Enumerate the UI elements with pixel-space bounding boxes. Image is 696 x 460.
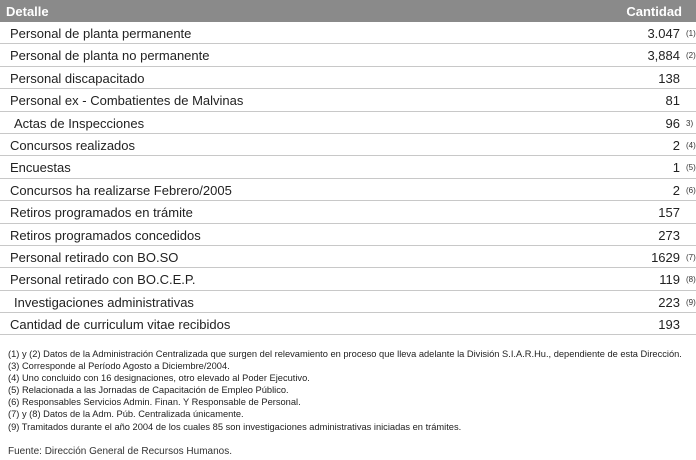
footnote: (9) Tramitados durante el año 2004 de los cuales 85 son investigaciones administrativas iniciadas en trámites.: [8, 421, 462, 432]
footnote: (6) Responsables Servicios Admin. Finan. Y Responsable de Personal.: [8, 397, 301, 408]
footnote: (1) y (2) Datos de la Administración Centralizada que surgen del relevamiento en proceso que lleva adelante la División S.I.A.R.Hu., dependiente de esta Dirección.: [8, 349, 682, 359]
row-value: 157: [658, 205, 680, 221]
row-label: Retiros programados concedidos: [10, 227, 201, 243]
row-note: (6): [686, 185, 696, 195]
footnote: (3) Corresponde al Período Agosto a Diciembre/2004.: [8, 361, 230, 372]
row-note: (5): [686, 163, 696, 173]
table-header: [0, 0, 696, 22]
row-label: Personal retirado con BO.C.E.P.: [10, 272, 196, 288]
row-label: Personal ex - Combatientes de Malvinas: [10, 93, 244, 109]
table-row: [0, 134, 696, 156]
table-row: [0, 89, 696, 111]
row-value: 119: [659, 272, 680, 288]
header-detail: Detalle: [6, 4, 49, 19]
row-label: Actas de Inspecciones: [14, 115, 145, 131]
row-label: Investigaciones administrativas: [14, 294, 194, 310]
row-value: 96: [665, 115, 680, 131]
header-quantity: Cantidad: [626, 4, 682, 19]
row-value: 3.047: [647, 26, 680, 41]
row-value: 1629: [651, 249, 680, 265]
row-value: 81: [665, 93, 680, 109]
table-row: [0, 179, 696, 201]
table-row: [0, 313, 696, 335]
row-value: 2: [672, 182, 680, 198]
table-row: [0, 22, 696, 44]
row-value: 223: [658, 294, 680, 310]
row-value: 2: [672, 137, 680, 153]
row-label: Retiros programados en trámite: [10, 205, 193, 221]
table-body: [0, 22, 696, 335]
row-note: (8): [686, 275, 696, 285]
table-row: [0, 201, 696, 223]
row-label: Concursos ha realizarse Febrero/2005: [10, 182, 232, 198]
row-note: (1): [686, 29, 696, 38]
table-row: [0, 246, 696, 268]
row-value: 138: [658, 70, 680, 86]
table-row: [0, 224, 696, 246]
footnotes: [8, 348, 682, 433]
row-label: Concursos realizados: [10, 137, 136, 153]
row-note: 3): [686, 118, 694, 128]
row-label: Personal retirado con BO.SO: [10, 249, 179, 265]
row-note: (7): [686, 252, 696, 262]
row-value: 1: [672, 160, 680, 176]
row-label: Personal de planta no permanente: [10, 48, 210, 64]
footnote: (5) Relacionada a las Jornadas de Capacitación de Empleo Público.: [8, 385, 289, 396]
row-label: Personal de planta permanente: [10, 26, 192, 41]
table-row: [0, 44, 696, 66]
row-note: (2): [686, 51, 696, 61]
row-label: Personal discapacitado: [10, 70, 145, 86]
row-note: (9): [686, 297, 696, 307]
footnote: (7) y (8) Datos de la Adm. Púb. Centralizada únicamente.: [8, 409, 244, 420]
source-line: Fuente: Dirección General de Recursos Humanos.: [8, 446, 232, 457]
table-row: [0, 291, 696, 313]
table-row: [0, 67, 696, 89]
table-row: [0, 112, 696, 134]
row-value: 193: [658, 317, 680, 333]
table-row: [0, 156, 696, 178]
row-value: 273: [658, 227, 680, 243]
table-row: [0, 268, 696, 290]
footnote: (4) Uno concluido con 16 designaciones, otro elevado al Poder Ejecutivo.: [8, 373, 310, 384]
row-label: Cantidad de curriculum vitae recibidos: [10, 317, 231, 333]
row-value: 3,884: [647, 48, 680, 64]
row-note: (4): [686, 140, 696, 150]
row-label: Encuestas: [10, 160, 71, 176]
